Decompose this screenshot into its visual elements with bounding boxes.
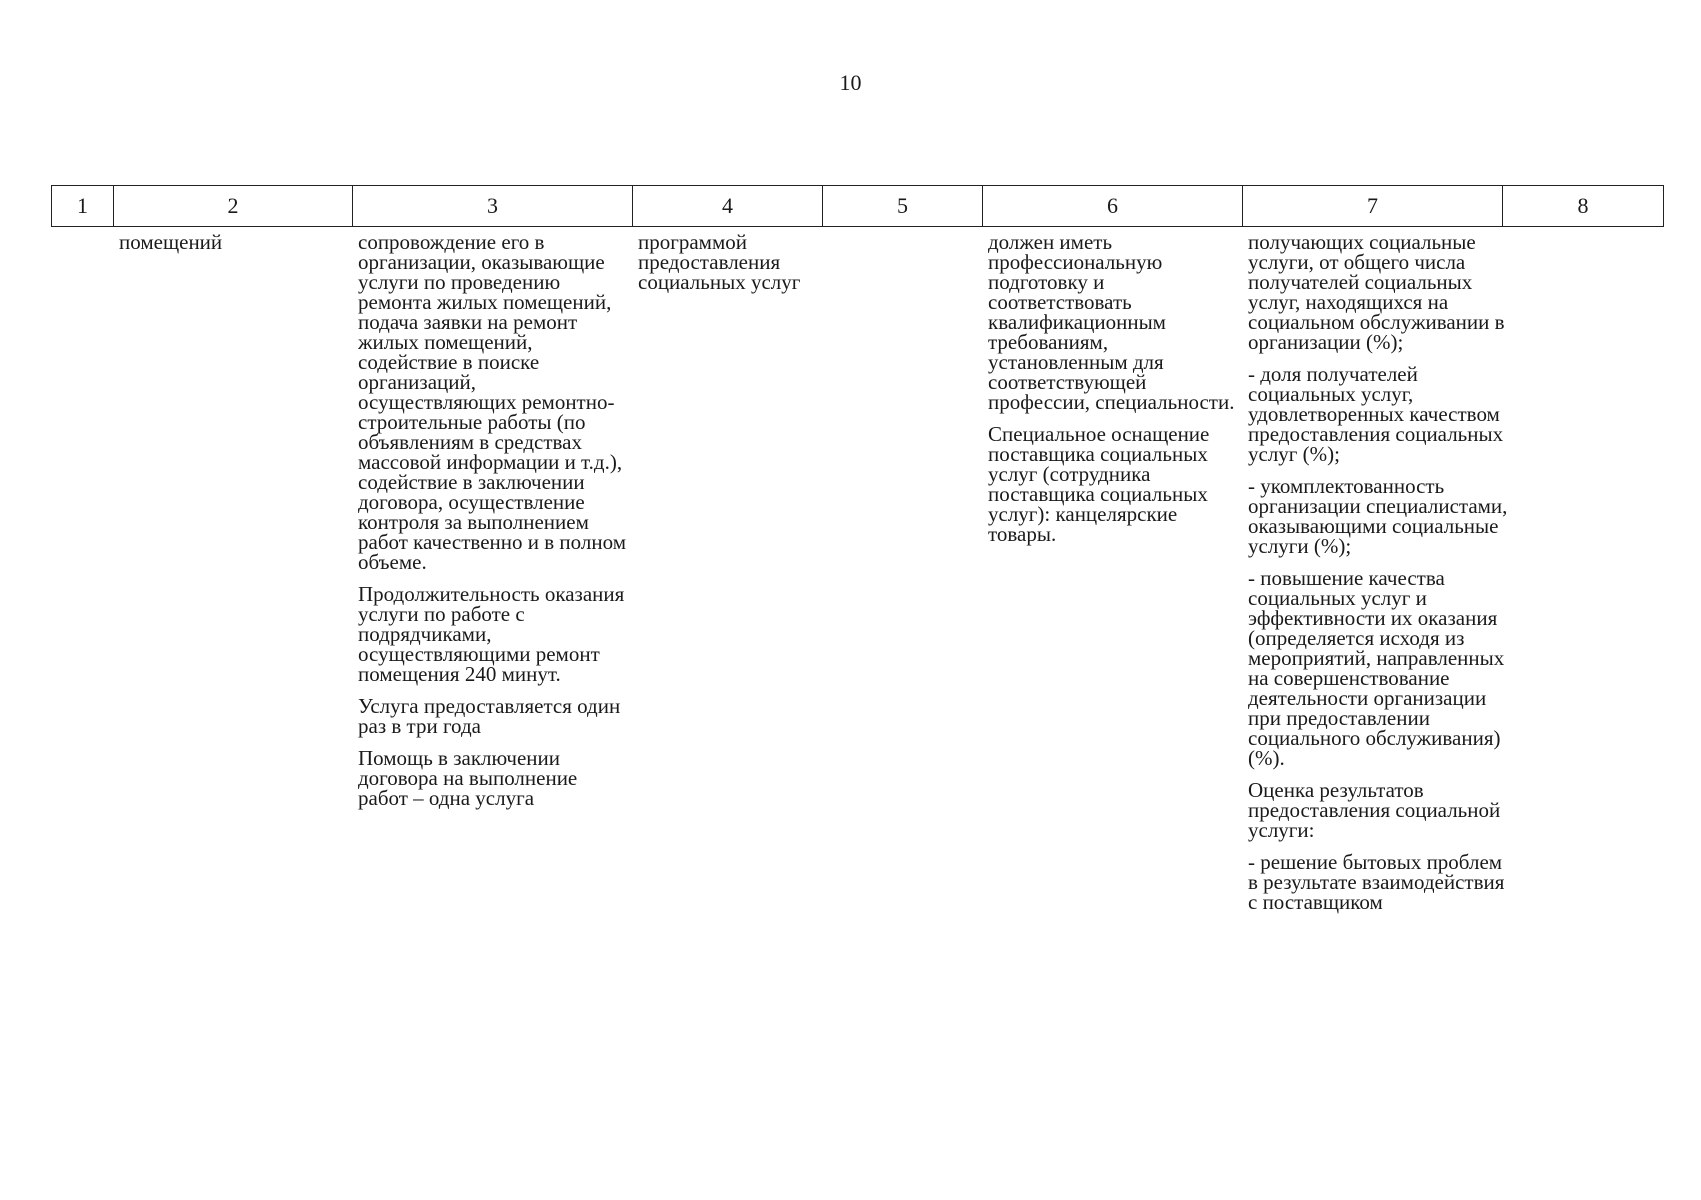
column-3-paragraph-service-description: сопровождение его в организации, оказывающие услуги по проведению ремонта жилых помещений, подача заявки на ремонт жилых помещений, содействие в поиске организаций, осуществляющих ремонтно-строительные работы (по объявлениям в средствах массовой информации и т.д.), содействие в заключении договора, осуществление контроля за выполнением работ качественно и в полном объеме. bbox=[358, 230, 626, 574]
column-7-paragraph-recipients-share: получающих социальные услуги, от общего числа получателей социальных услуг, находящихся на социальном обслуживании в организации (%); bbox=[1248, 230, 1505, 354]
column-4-cell bbox=[638, 232, 818, 304]
column-7-cell bbox=[1248, 232, 1508, 924]
column-header-8: 8 bbox=[1503, 186, 1664, 227]
column-header-7: 7 bbox=[1243, 186, 1503, 227]
column-3-paragraph-frequency: Услуга предоставляется один раз в три года bbox=[358, 694, 621, 738]
column-7-paragraph-satisfied-share: - доля получателей социальных услуг, удовлетворенных качеством предоставления социальных услуг (%); bbox=[1248, 362, 1504, 466]
column-3-paragraph-duration: Продолжительность оказания услуги по работе с подрядчиками, осуществляющими ремонт помещения 240 минут. bbox=[358, 582, 625, 686]
column-6-paragraph-equipment: Специальное оснащение поставщика социальных услуг (сотрудника поставщика социальных услуг): канцелярские товары. bbox=[988, 422, 1210, 546]
column-2-cell bbox=[119, 232, 349, 264]
column-header-6: 6 bbox=[983, 186, 1243, 227]
column-2-paragraph: помещений bbox=[119, 230, 223, 254]
column-header-4: 4 bbox=[633, 186, 823, 227]
column-6-paragraph-requirements: должен иметь профессиональную подготовку и соответствовать квалификационным требованиям, установленным для соответствующей профессии, специальности. bbox=[988, 230, 1235, 414]
table-header-row bbox=[51, 185, 1664, 227]
column-6-cell bbox=[988, 232, 1238, 556]
column-3-paragraph-unit: Помощь в заключении договора на выполнение работ – одна услуга bbox=[358, 746, 578, 810]
column-7-paragraph-results-heading: Оценка результатов предоставления социальной услуги: bbox=[1248, 778, 1501, 842]
page-number: 10 bbox=[839, 70, 862, 95]
column-4-paragraph: программой предоставления социальных услуг bbox=[638, 230, 801, 294]
column-header-2: 2 bbox=[114, 186, 353, 227]
column-header-1: 1 bbox=[52, 186, 114, 227]
column-header-3: 3 bbox=[353, 186, 633, 227]
column-header-5: 5 bbox=[823, 186, 983, 227]
column-7-paragraph-quality: - повышение качества социальных услуг и эффективности их оказания (определяется исходя из мероприятий, направленных на совершенствование деятельности организации при предоставлении социального обслуживания) (%). bbox=[1248, 566, 1505, 770]
column-7-paragraph-results-item: - решение бытовых проблем в результате взаимодействия с поставщиком bbox=[1248, 850, 1505, 914]
column-7-paragraph-staffing: - укомплектованность организации специалистами, оказывающими социальные услуги (%); bbox=[1248, 474, 1508, 558]
column-3-cell bbox=[358, 232, 628, 820]
